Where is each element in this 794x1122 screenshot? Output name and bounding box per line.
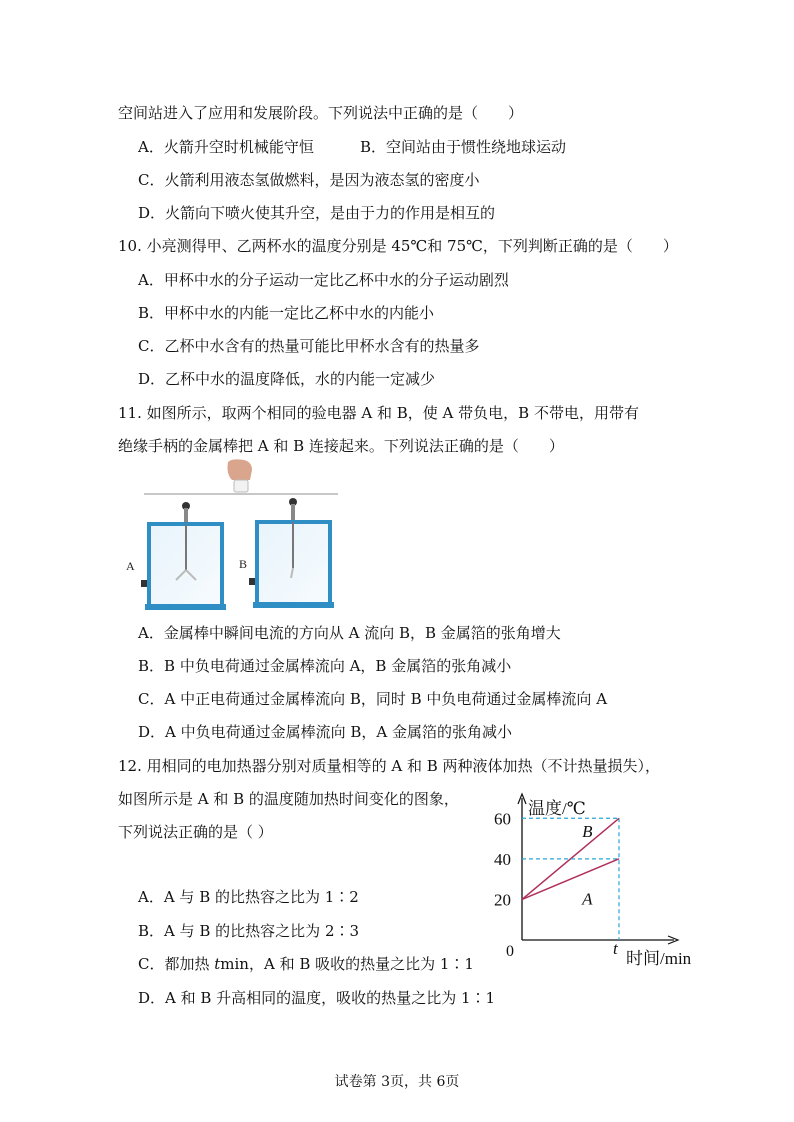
series-label-A: A — [582, 889, 593, 909]
q12-stem-line-1: 12. 用相同的电加热器分别对质量相等的 A 和 B 两种液体加热（不计热量损失）， — [118, 757, 661, 775]
q12-option-c-var: t — [214, 955, 221, 973]
q10-option-d: D．乙杯中水的温度降低，水的内能一定减少 — [138, 370, 436, 388]
q9-option-c: C．火箭利用液态氢做燃料，是因为液态氢的密度小 — [138, 171, 480, 189]
q11-stem-line-1: 11. 如图所示，取两个相同的验电器 A 和 B，使 A 带负电，B 不带电，用带有 — [118, 404, 639, 422]
q9-option-d: D．火箭向下喷火使其升空，是由于力的作用是相互的 — [138, 204, 496, 222]
q11-option-b: B．B 中负电荷通过金属棒流向 A，B 金属箔的张角减小 — [138, 657, 512, 675]
q11-stem-line-2: 绝缘手柄的金属棒把 A 和 B 连接起来。下列说法正确的是（ ） — [118, 437, 564, 455]
q12-option-c-post: min，A 和 B 吸收的热量之比为 1∶1 — [220, 955, 474, 973]
electroscope-b-label: B — [239, 557, 248, 571]
q12-option-d: D．A 和 B 升高相同的温度，吸收的热量之比为 1∶1 — [138, 989, 496, 1007]
x-tick-label-t: t — [613, 939, 618, 958]
q12-option-c — [138, 954, 474, 974]
q11-option-c: C．A 中正电荷通过金属棒流向 B，同时 B 中负电荷通过金属棒流向 A — [138, 690, 608, 708]
y-axis-label: 温度/℃ — [528, 799, 586, 818]
y-tick-label-20: 20 — [494, 890, 511, 910]
hand-icon — [228, 459, 253, 492]
q12-stem-line-2: 如图所示是 A 和 B 的温度随加热时间变化的图象， — [118, 790, 459, 808]
q12-option-a: A．A 与 B 的比热容之比为 1∶2 — [138, 888, 359, 906]
y-tick-label-60: 60 — [494, 809, 511, 829]
q10-stem: 10. 小亮测得甲、乙两杯水的温度分别是 45℃和 75℃，下列判断正确的是（ ） — [118, 237, 678, 255]
temperature-time-chart — [488, 792, 708, 977]
page-footer: 试卷第 3页，共 6页 — [334, 1074, 460, 1090]
q9-stem: 空间站进入了应用和发展阶段。下列说法中正确的是（ ） — [118, 104, 524, 122]
q11-option-d: D．A 中负电荷通过金属棒流向 B，A 金属箔的张角减小 — [138, 723, 513, 741]
y-tick-label-40: 40 — [494, 849, 511, 869]
electroscope-figure — [118, 458, 343, 614]
q12-option-b: B．A 与 B 的比热容之比为 2∶3 — [138, 922, 360, 940]
electroscope-a — [141, 502, 226, 610]
origin-label: 0 — [506, 943, 514, 960]
series-label-B: B — [582, 822, 593, 842]
q10-option-b: B．甲杯中水的内能一定比乙杯中水的内能小 — [138, 304, 435, 322]
x-axis-label: 时间/min — [626, 949, 692, 968]
q12-stem-line-3: 下列说法正确的是（ ） — [118, 823, 273, 841]
q11-option-a: A．金属棒中瞬间电流的方向从 A 流向 B，B 金属箔的张角增大 — [138, 624, 561, 642]
series-line-A — [522, 859, 619, 900]
q12-option-c-pre: C．都加热 — [138, 955, 215, 973]
electroscope-a-label: A — [126, 559, 135, 573]
q9-option-a: A．火箭升空时机械能守恒 — [138, 138, 314, 156]
q9-option-b: B．空间站由于惯性绕地球运动 — [360, 138, 567, 156]
electroscope-b — [249, 498, 334, 608]
q10-option-a: A．甲杯中水的分子运动一定比乙杯中水的分子运动剧烈 — [138, 271, 509, 289]
q10-option-c: C．乙杯中水含有的热量可能比甲杯水含有的热量多 — [138, 337, 480, 355]
